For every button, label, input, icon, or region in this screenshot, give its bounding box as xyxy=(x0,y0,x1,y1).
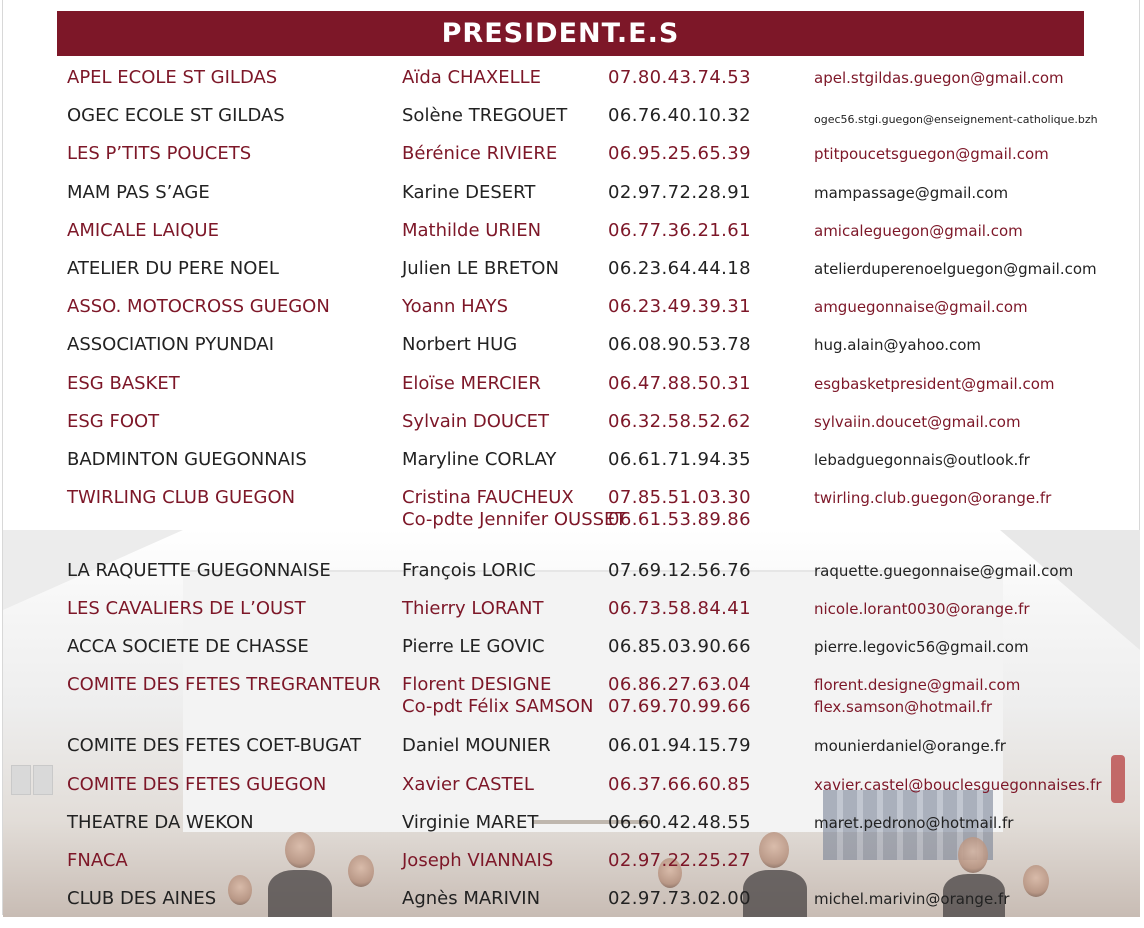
association-name: ACCA SOCIETE DE CHASSE xyxy=(67,636,309,657)
president-name: Florent DESIGNE xyxy=(402,674,552,695)
email-address: mampassage@gmail.com xyxy=(814,184,1009,202)
association-name: ESG FOOT xyxy=(67,411,160,432)
list-item xyxy=(0,560,1144,600)
list-item xyxy=(0,598,1144,638)
email-address: amicaleguegon@gmail.com xyxy=(814,222,1023,240)
president-name: Cristina FAUCHEUX xyxy=(402,487,574,508)
co-president-name: Co-pdt Félix SAMSON xyxy=(402,696,594,717)
phone-number: 06.47.88.50.31 xyxy=(608,373,752,394)
president-name: Daniel MOUNIER xyxy=(402,735,551,756)
association-name: ASSO. MOTOCROSS GUEGON xyxy=(67,296,330,317)
president-name: Bérénice RIVIERE xyxy=(402,143,558,164)
president-name: Sylvain DOUCET xyxy=(402,411,550,432)
co-president-phone: 06.61.53.89.86 xyxy=(608,509,752,530)
association-name: COMITE DES FETES COET-BUGAT xyxy=(67,735,361,756)
co-president-email: flex.samson@hotmail.fr xyxy=(814,698,993,716)
list-item xyxy=(0,411,1144,451)
phone-number: 06.08.90.53.78 xyxy=(608,334,752,355)
email-address: nicole.lorant0030@orange.fr xyxy=(814,600,1030,618)
phone-number: 06.23.49.39.31 xyxy=(608,296,752,317)
email-address: ogec56.stgi.guegon@enseignement-catholique.bzh xyxy=(814,113,1098,126)
phone-number: 02.97.73.02.00 xyxy=(608,888,752,909)
list-item xyxy=(0,674,1144,720)
association-name: LES P’TITS POUCETS xyxy=(67,143,252,164)
email-address: maret.pedrono@hotmail.fr xyxy=(814,814,1014,832)
phone-number: 02.97.72.28.91 xyxy=(608,182,752,203)
email-address: amguegonnaise@gmail.com xyxy=(814,298,1028,316)
email-address: atelierduperenoelguegon@gmail.com xyxy=(814,260,1097,278)
email-address: apel.stgildas.guegon@gmail.com xyxy=(814,69,1064,87)
list-item xyxy=(0,774,1144,814)
president-name: Solène TREGOUET xyxy=(402,105,568,126)
list-item xyxy=(0,373,1144,413)
president-name: Agnès MARIVIN xyxy=(402,888,541,909)
email-address: raquette.guegonnaise@gmail.com xyxy=(814,562,1074,580)
co-president-phone: 07.69.70.99.66 xyxy=(608,696,752,717)
list-item xyxy=(0,636,1144,676)
president-name: Maryline CORLAY xyxy=(402,449,557,470)
phone-number: 06.86.27.63.04 xyxy=(608,674,752,695)
list-item xyxy=(0,296,1144,336)
association-name: LA RAQUETTE GUEGONNAISE xyxy=(67,560,331,581)
page-title: PRESIDENT.E.S xyxy=(441,18,680,49)
phone-number: 06.60.42.48.55 xyxy=(608,812,752,833)
list-item xyxy=(0,258,1144,298)
association-name: BADMINTON GUEGONNAIS xyxy=(67,449,307,470)
phone-number: 06.01.94.15.79 xyxy=(608,735,752,756)
phone-number: 07.80.43.74.53 xyxy=(608,67,752,88)
president-name: Xavier CASTEL xyxy=(402,774,534,795)
list-item xyxy=(0,67,1144,107)
list-item xyxy=(0,487,1144,533)
phone-number: 06.61.71.94.35 xyxy=(608,449,752,470)
president-name: Yoann HAYS xyxy=(402,296,509,317)
email-address: twirling.club.guegon@orange.fr xyxy=(814,489,1052,507)
association-name: COMITE DES FETES TREGRANTEUR xyxy=(67,674,381,695)
association-name: TWIRLING CLUB GUEGON xyxy=(67,487,296,508)
president-name: Mathilde URIEN xyxy=(402,220,542,241)
president-name: Karine DESERT xyxy=(402,182,536,203)
email-address: ptitpoucetsguegon@gmail.com xyxy=(814,145,1049,163)
list-item xyxy=(0,449,1144,489)
email-address: hug.alain@yahoo.com xyxy=(814,336,981,354)
association-name: CLUB DES AINES xyxy=(67,888,217,909)
association-name: LES CAVALIERS DE L’OUST xyxy=(67,598,306,619)
president-name: Aïda CHAXELLE xyxy=(402,67,542,88)
phone-number: 06.73.58.84.41 xyxy=(608,598,752,619)
phone-number: 07.69.12.56.76 xyxy=(608,560,752,581)
president-name: Norbert HUG xyxy=(402,334,518,355)
president-name: François LORIC xyxy=(402,560,536,581)
phone-number: 02.97.22.25.27 xyxy=(608,850,752,871)
phone-number: 06.37.66.60.85 xyxy=(608,774,752,795)
association-name: MAM PAS S’AGE xyxy=(67,182,210,203)
email-address: michel.marivin@orange.fr xyxy=(814,890,1010,908)
association-name: COMITE DES FETES GUEGON xyxy=(67,774,327,795)
president-name: Virginie MARET xyxy=(402,812,539,833)
phone-number: 06.32.58.52.62 xyxy=(608,411,752,432)
association-name: FNACA xyxy=(67,850,128,871)
list-item xyxy=(0,888,1144,928)
list-item xyxy=(0,334,1144,374)
association-name: ATELIER DU PERE NOEL xyxy=(67,258,279,279)
phone-number: 06.76.40.10.32 xyxy=(608,105,752,126)
president-name: Pierre LE GOVIC xyxy=(402,636,545,657)
president-name: Eloïse MERCIER xyxy=(402,373,541,394)
email-address: xavier.castel@bouclesguegonnaises.fr xyxy=(814,776,1102,794)
email-address: sylvaiin.doucet@gmail.com xyxy=(814,413,1021,431)
list-item xyxy=(0,143,1144,183)
email-address: florent.designe@gmail.com xyxy=(814,676,1021,694)
phone-number: 06.95.25.65.39 xyxy=(608,143,752,164)
association-name: ASSOCIATION PYUNDAI xyxy=(67,334,275,355)
association-name: APEL ECOLE ST GILDAS xyxy=(67,67,278,88)
list-item xyxy=(0,812,1144,852)
association-name: THEATRE DA WEKON xyxy=(67,812,254,833)
list-item xyxy=(0,220,1144,260)
association-name: OGEC ECOLE ST GILDAS xyxy=(67,105,285,126)
email-address: lebadguegonnais@outlook.fr xyxy=(814,451,1030,469)
phone-number: 07.85.51.03.30 xyxy=(608,487,752,508)
phone-number: 06.23.64.44.18 xyxy=(608,258,752,279)
list-item xyxy=(0,182,1144,222)
email-address: pierre.legovic56@gmail.com xyxy=(814,638,1029,656)
email-address: mounierdaniel@orange.fr xyxy=(814,737,1006,755)
president-name: Julien LE BRETON xyxy=(402,258,559,279)
phone-number: 06.85.03.90.66 xyxy=(608,636,752,657)
president-name: Thierry LORANT xyxy=(402,598,544,619)
list-item xyxy=(0,735,1144,775)
list-item xyxy=(0,850,1144,890)
co-president-name: Co-pdte Jennifer OUSSET xyxy=(402,509,627,530)
association-name: ESG BASKET xyxy=(67,373,180,394)
email-address: esgbasketpresident@gmail.com xyxy=(814,375,1055,393)
president-name: Joseph VIANNAIS xyxy=(402,850,554,871)
phone-number: 06.77.36.21.61 xyxy=(608,220,752,241)
list-item xyxy=(0,105,1144,145)
association-name: AMICALE LAIQUE xyxy=(67,220,219,241)
